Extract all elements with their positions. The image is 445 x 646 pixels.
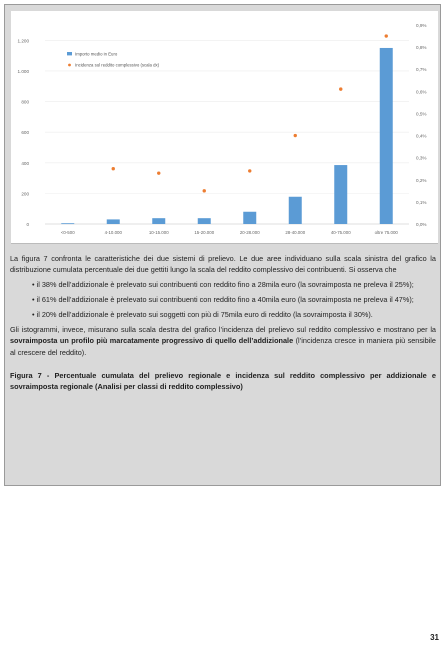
paragraph-histograms-end: (l’incidenza cresce in maniera più sensibile al crescere del reddito). <box>10 336 436 357</box>
y-right-tick-label: 0,4% <box>416 133 427 139</box>
paragraph-histograms-bold: sovraimposta un profilo più marcatamente progressivo di quello dell’addizionale <box>10 336 294 346</box>
x-tick-label: 15-20.000 <box>194 230 215 235</box>
scatter-point <box>203 189 206 192</box>
figure-caption: Figura 7 - Percentuale cumulata del prelievo regionale e incidenza sul reddito complessivo per addizionale e sovraimposta regionale (Analisi per classi di reddito complessivo) <box>10 370 436 391</box>
bullet-3: • il 20% dell’addizionale è prelevato sui soggetti con più di 75mila euro di reddito (la sovraimposta il 30%). <box>32 310 373 320</box>
y-left-tick-label: 600 <box>21 130 29 136</box>
legend-label-marker: Incidenza sul reddito complessivo (scala dx) <box>75 62 160 68</box>
page-number: 31 <box>430 633 439 642</box>
bar <box>334 165 347 224</box>
body-text <box>10 253 436 396</box>
bar <box>152 218 165 224</box>
y-left-tick-label: 400 <box>21 160 29 166</box>
bar <box>61 223 74 224</box>
x-tick-label: oltre 75.000 <box>374 230 398 235</box>
paragraph-histograms-start: Gli istogrammi, invece, misurano sulla scala destra del grafico l’incidenza del prelievo sul reddito complessivo e mostrano per la <box>10 325 436 335</box>
paragraph-histograms <box>10 324 436 357</box>
chart-area <box>11 11 438 244</box>
y-right-tick-label: 0,1% <box>416 199 427 205</box>
x-tick-label: 4-10.000 <box>104 230 122 235</box>
scatter-point <box>339 87 342 90</box>
y-right-tick-label: 0,0% <box>416 222 427 227</box>
y-right-tick-label: 0,5% <box>416 111 427 117</box>
scatter-point <box>157 171 160 174</box>
y-right-tick-label: 0,2% <box>416 177 427 183</box>
scatter-point <box>112 167 115 170</box>
chart-svg <box>11 11 438 243</box>
x-tick-label: 40-75.000 <box>330 230 351 235</box>
y-right-tick-label: 0,7% <box>416 67 427 73</box>
y-right-tick-label: 0,8% <box>416 45 427 51</box>
scatter-point <box>248 169 251 172</box>
bar <box>289 197 302 224</box>
bullet-2: • il 61% dell’addizionale è prelevato sui contribuenti con reddito fino a 40mila euro (la sovraimposta ne preleva il 47%); <box>32 295 414 305</box>
bar <box>198 218 211 224</box>
y-right-tick-label: 0,9% <box>416 23 427 28</box>
x-tick-label: 10-15.000 <box>148 230 169 235</box>
paragraph-intro: La figura 7 confronta le caratteristiche dei due sistemi di prelievo. Le due aree individuano sulla scala sinistra del grafico la distribuzione cumulata percentuale dei due gettiti lungo la scala del reddito complessivo dei contribuenti. Si osserva che <box>10 254 436 275</box>
y-left-tick-label: 0 <box>26 222 29 227</box>
figure-box <box>4 4 441 486</box>
legend-label-bar: Importo medio in Euro <box>75 51 118 57</box>
y-left-tick-label: 1.200 <box>17 38 29 44</box>
y-left-tick-label: 1.000 <box>17 68 29 74</box>
y-left-tick-label: 800 <box>21 99 29 105</box>
bar <box>380 48 393 224</box>
x-tick-label: 20-28.000 <box>239 230 260 235</box>
y-right-tick-label: 0,6% <box>416 89 427 95</box>
bar <box>107 219 120 224</box>
scatter-point <box>294 134 297 137</box>
x-tick-label: 28-40.000 <box>285 230 306 235</box>
bullet-1: • il 38% dell’addizionale è prelevato sui contribuenti con reddito fino a 28mila euro (la sovraimposta ne preleva il 25%); <box>32 280 414 290</box>
y-left-tick-label: 200 <box>21 191 29 197</box>
y-right-tick-label: 0,3% <box>416 155 427 161</box>
legend-swatch-marker <box>68 64 71 67</box>
x-tick-label: <0-500 <box>60 230 75 235</box>
legend-swatch-bar <box>67 52 72 55</box>
bar <box>243 212 256 224</box>
scatter-point <box>385 34 388 37</box>
